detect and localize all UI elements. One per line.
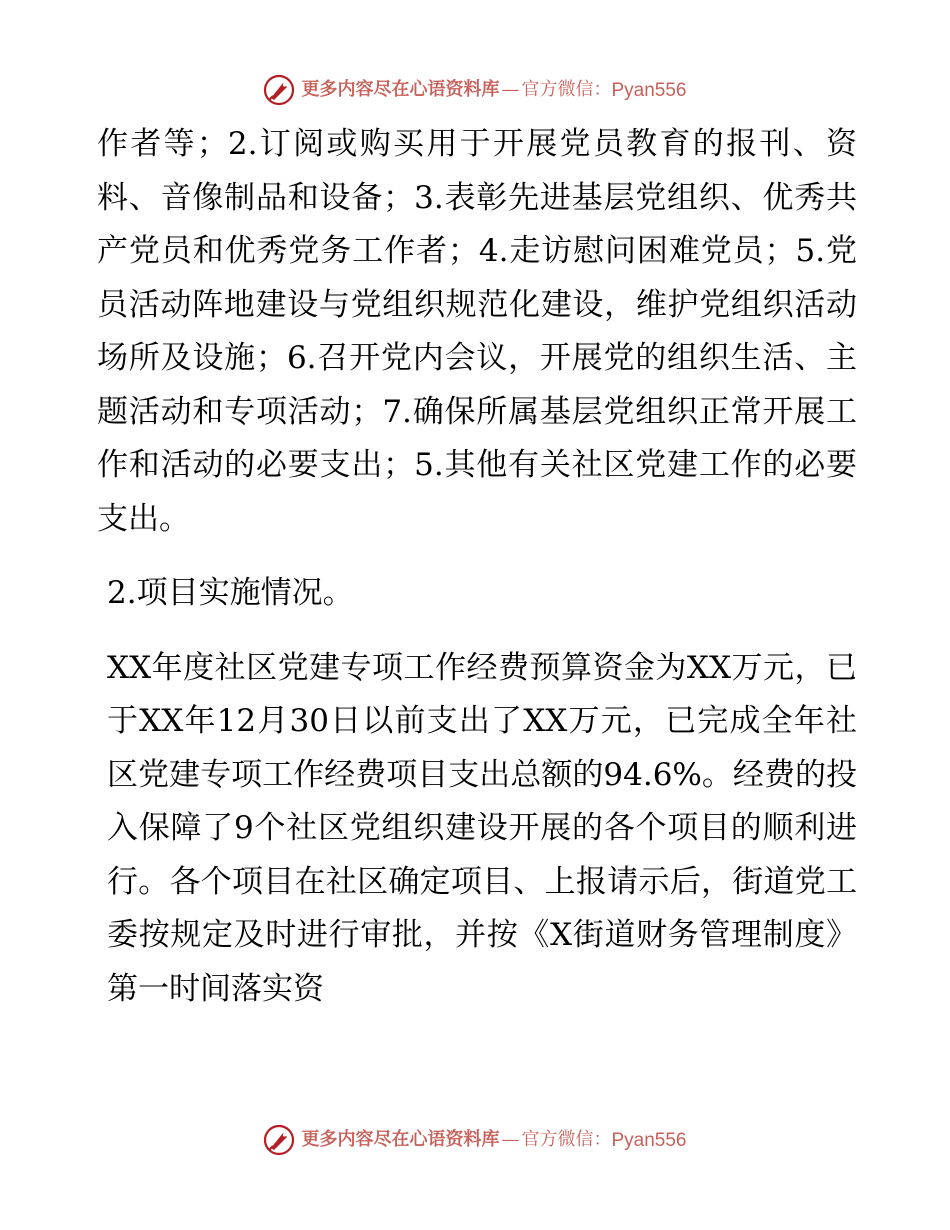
banner-wechat-label: 官方微信： (521, 79, 612, 100)
banner-separator: — (501, 1129, 520, 1150)
banner-wechat-label: 官方微信： (521, 1129, 612, 1150)
body-paragraph-1: 作者等；2.订阅或购买用于开展党员教育的报刊、资料、音像制品和设备；3.表彰先进基层党组织、优秀共产党员和优秀党务工作者；4.走访慰问困难党员；5.党员活动阵地建设与党组织规范化建设，维护党组织活动场所及设施；6.召开党内会议，开展党的组织生活、主题活动和专项活动；7.确保所属基层党组织正常开展工作和活动的必要支出；5.其他有关社区党建工作的必要支出。 (97, 126, 857, 537)
document-body (97, 118, 857, 1016)
banner-wechat-id: Pyan556 (611, 1129, 687, 1151)
banner-text: 更多内容尽在心语资料库 (301, 79, 500, 100)
footer-banner (0, 1120, 950, 1160)
section-heading: 2.项目实施情况。 (107, 575, 354, 611)
pen-nib-seal-icon (263, 1124, 295, 1156)
banner-wechat-id: Pyan556 (611, 79, 687, 101)
header-banner (0, 70, 950, 110)
body-paragraph-2: XX年度社区党建专项工作经费预算资金为XX万元，已于XX年12月30日以前支出了XX万元，已完成全年社区党建专项工作经费项目支出总额的94.6%。经费的投入保障了9个社区党组织建设开展的各个项目的顺利进行。各个项目在社区确定项目、上报请示后，街道党工委按规定及时进行审批，并按《X街道财务管理制度》第一时间落实资 (107, 649, 857, 1007)
banner-text: 更多内容尽在心语资料库 (301, 1129, 500, 1150)
pen-nib-seal-icon (263, 74, 295, 106)
banner-separator: — (501, 79, 520, 100)
